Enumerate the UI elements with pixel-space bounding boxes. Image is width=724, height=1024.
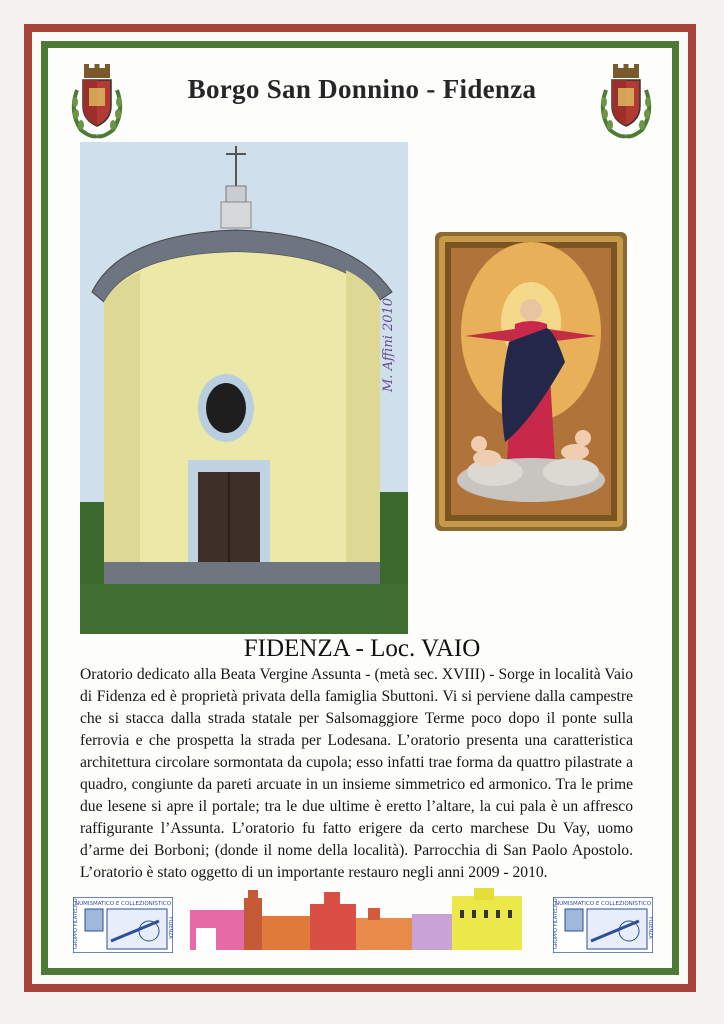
stamp-top-text: NUMISMATICO E COLLEZIONISTICO [554, 901, 652, 907]
stamp-city-text: FIDENZA [167, 917, 173, 939]
city-skyline-illustration [190, 888, 530, 950]
assunta-icon-image [435, 232, 627, 531]
description-text: Oratorio dedicato alla Beata Vergine Assunta - (metà sec. XVIII) - Sorge in località Vaio di Fidenza ed è proprietà privata della famiglia Sbuttoni. Vi si perviene dalla campestre che si stacca dalla strada statale per Salsomaggiore Terme poco dopo il ponte sulla ferrovia e che prospetta la strada per Lodesana. L’oratorio presenta una caratteristica architettura circolare sormontata da cupola; esso infatti trae forma da quattro pilastrate a quadro, congiunte da pareti arcuate in un insieme simmetrico ed armonico. Tra le prime due lesene si apre il portale; tra le due ultime è eretto l’altare, la cui pala è un affresco raffigurante l’Assunta. L’oratorio fu fatto erigere da certo marchese Du Vay, uomo d’arme dei Borboni; (donde il nome della località). Parrocchia di San Paolo Apostolo. L’oratorio è stato oggetto di un importante restauro negli anni 2009 - 2010. [80, 666, 633, 881]
stamp-city-text: FIDENZA [647, 917, 653, 939]
philatelic-stamp-icon [553, 897, 653, 953]
location-subtitle: FIDENZA - Loc. VAIO [243, 635, 481, 662]
stamp-top-text: NUMISMATICO E COLLEZIONISTICO [74, 901, 172, 907]
coat-of-arms-icon [596, 62, 656, 140]
stamp-side-text: GRUPPO FILATELICO [553, 898, 559, 949]
page-title: Borgo San Donnino - Fidenza [187, 74, 537, 104]
stamp-side-text: GRUPPO FILATELICO [73, 898, 79, 949]
svg-text:M. Affini 2010: M. Affini 2010 [381, 297, 396, 392]
oratory-painting [80, 142, 408, 634]
coat-of-arms-icon [67, 62, 127, 140]
philatelic-stamp-icon [73, 897, 173, 953]
